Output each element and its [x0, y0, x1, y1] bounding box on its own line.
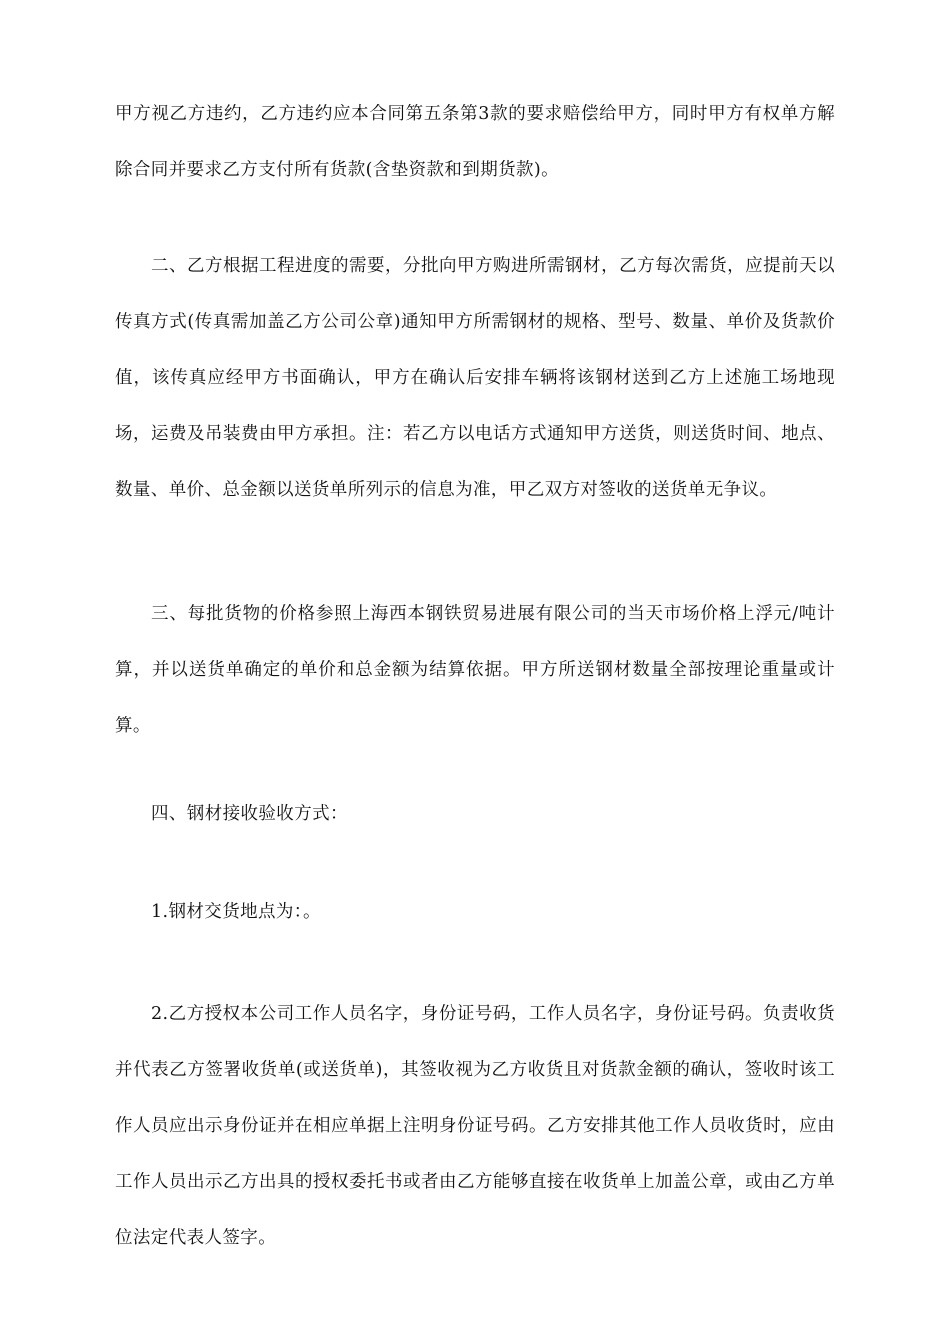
paragraph-clause-3: 三、每批货物的价格参照上海西本钢铁贸易进展有限公司的当天市场价格上浮元/吨计算，并以送货单确定的单价和总金额为结算依据。甲方所送钢材数量全部按理论重量或计算。 [115, 604, 835, 736]
paragraph-item-1: 1.钢材交货地点为：。 [151, 902, 321, 922]
paragraph-continuation: 甲方视乙方违约，乙方违约应本合同第五条第3款的要求赔偿给甲方，同时甲方有权单方解除合同并要求乙方支付所有货款(含垫资款和到期货款)。 [115, 104, 835, 180]
paragraph-clause-2: 二、乙方根据工程进度的需要，分批向甲方购进所需钢材，乙方每次需货，应提前天以传真方式(传真需加盖乙方公司公章)通知甲方所需钢材的规格、型号、数量、单价及货款价值，该传真应经甲方书面确认，甲方在确认后安排车辆将该钢材送到乙方上述施工场地现场，运费及吊装费由甲方承担。注：若乙方以电话方式通知甲方送货，则送货时间、地点、数量、单价、总金额以送货单所列示的信息为准，甲乙双方对签收的送货单无争议。 [115, 256, 835, 500]
paragraph-clause-4-heading: 四、钢材接收验收方式： [151, 804, 348, 824]
paragraph-item-2: 2.乙方授权本公司工作人员名字，身份证号码，工作人员名字，身份证号码。负责收货并代表乙方签署收货单(或送货单)，其签收视为乙方收货且对货款金额的确认，签收时该工作人员应出示身份证并在相应单据上注明身份证号码。乙方安排其他工作人员收货时，应由工作人员出示乙方出具的授权委托书或者由乙方能够直接在收货单上加盖公章，或由乙方单位法定代表人签字。 [115, 1004, 835, 1248]
